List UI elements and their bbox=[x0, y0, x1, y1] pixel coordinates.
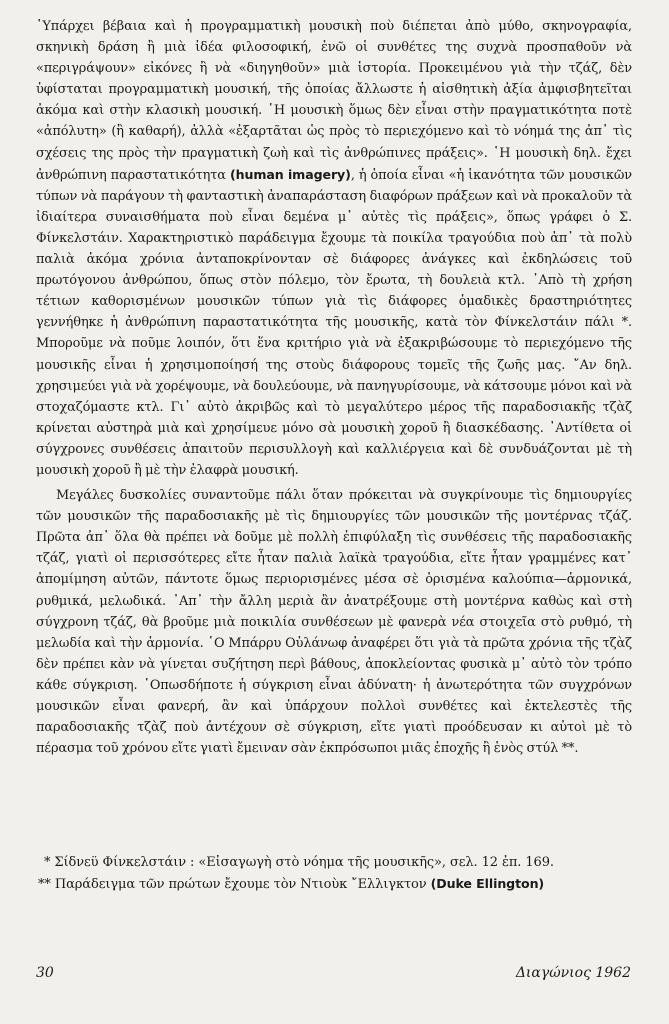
footnote-2-text: ** Παράδειγμα τῶν πρώτων ἔχουμε τὸν Ντιοὺκ ῎Ελλιγκτον bbox=[38, 877, 431, 892]
footnote-2 bbox=[36, 873, 632, 895]
english-term-duke-ellington: (Duke Ellington) bbox=[430, 876, 545, 891]
footnote-1: * Σίδνεϋ Φίνκελστάιν : «Εἰσαγωγὴ στὸ νόημα τῆς μουσικῆς», σελ. 12 ἐπ. 169. bbox=[44, 855, 554, 870]
paragraph-1 bbox=[36, 16, 632, 481]
page-number: 30 bbox=[36, 965, 54, 981]
paragraph-2: Μεγάλες δυσκολίες συναντοῦμε πάλι ὅταν πρόκειται νὰ συγκρίνουμε τὶς δημιουργίες τῶν μουσικῶν τῆς παραδοσιακῆς μὲ τὶς δημιουργίες τῶν μουσικῶν τῆς μοντέρνας τζάζ. Πρῶτα ἀπ᾽ ὅλα θὰ πρέπει νὰ δοῦμε μὲ πολλὴ ἐπιφύλαξη τὶς συνθέσεις τῆς παραδοσιακῆς τζάζ, γιατὶ οἱ περισσότερες εἴτε ἦταν παλιὰ λαϊκὰ τραγούδια, εἴτε ἦταν γραμμένες κατ᾽ ἀπομίμηση αὐτῶν, πάντοτε ὅμως περιορισμένες μέσα σὲ ὁρισμένα καλούπια—ἁρμονικά, ρυθμικά, μελωδικά. ᾽Απ᾽ τὴν ἄλλη μεριὰ ἂν ἀνατρέξουμε στὴ μοντέρνα καθὼς καὶ στὴ σύγχρονη τζάζ, θὰ βροῦμε μιὰ ποικιλία συνθέσεων μὲ φανερὰ νέα στοιχεῖα στὸ ρυθμό, τὴ μελωδία καὶ τὴν ἁρμονία. ῾Ο Μπάρρυ Οὐλάνωφ ἀναφέρει ὅτι γιὰ τὰ πρῶτα χρόνια τῆς τζὰζ δὲν πρέπει κὰν νὰ γίνεται συζήτηση περὶ βάθους, ἀποκλείοντας φυσικὰ μ᾽ αὐτὸ τὸν τρόπο κάθε σύγκριση. ῾Οπωσδήποτε ἡ σύγκριση εἶναι ἀδύνατη· ἡ ἀνωτερότητα τῶν συγχρόνων μουσικῶν εἶναι φανερή, ἂν καὶ ὑπάρχουν πολλοὶ συνθέτες καὶ ἐκτελεστὲς τῆς παραδοσιακῆς τζὰζ ποὺ ἀντέχουν σὲ σύγκριση, εἴτε γιατὶ προόδευσαν κι αὐτοὶ μὲ τὸ πέρασμα τοῦ χρόνου εἴτε γιατὶ ἔμειναν σὰν ἐκπρόσωποι μιᾶς ἐποχῆς ἢ ἑνὸς στύλ **. bbox=[36, 488, 632, 757]
paragraph-1-text-b: , ἡ ὁποία εἶναι «ἡ ἱκανότητα τῶν μουσικῶν τύπων νὰ παράγουν τὴ φανταστικὴ ἀναπαράσταση διαφόρων πράξεων καὶ νὰ προκαλοῦν τὰ ἰδιαίτερα συναισθήματα ποὺ εἶναι δεμένα μ᾽ αὐτὲς τὶς πράξεις», ὅπως γράφει ὁ Σ. Φίνκελστάιν. Χαρακτηριστικὸ παράδειγμα ἔχουμε τὰ ποικίλα τραγούδια ποὺ ἀπ᾽ τὰ πολὺ παλιὰ ἀκόμα χρόνια ἀνταποκρίνονταν σὲ διάφορες ἀνάγκες καὶ ἐκδηλώσεις τοῦ πρωτόγονου ἀνθρώπου, ὅπως στὸν πόλεμο, τὸν ἔρωτα, τὴ δουλειὰ κτλ. ᾽Απὸ τὴ χρήση τέτιων καθορισμένων μουσικῶν τύπων γιὰ τὶς διάφορες ὁμαδικὲς δραστηριότητες γεννήθηκε ἡ ἀνθρώπινη παραστατικότητα τῆς μουσικῆς, κατὰ τὸν Φίνκελστάιν πάλι *. Μποροῦμε νὰ ποῦμε λοιπόν, ὅτι ἕνα κριτήριο γιὰ νὰ ἐξακριβώσουμε τὸ περιεχόμενο τῆς μουσικῆς εἶναι ἡ χρησιμοποίησή της στοὺς διάφορους τομεῖς τῆς ζωῆς μας. ῎Αν δηλ. χρησιμεύει γιὰ νὰ χορέψουμε, νὰ δουλεύουμε, νὰ πανηγυρίσουμε, νὰ κάτσουμε μόνοι καὶ νὰ στοχαζόμαστε κτλ. Γι᾽ αὐτὸ ἀκριβῶς καὶ τὸ μεγαλύτερο μέρος τῆς παραδοσιακῆς τζὰζ κρίνεται αὐστηρὰ μιὰ καὶ χρησίμευε μόνο σὰ μουσικὴ χοροῦ ἢ διασκέδασης. ᾽Αντίθετα οἱ σύγχρονες συνθέσεις ἀπαιτοῦν περισυλλογὴ καὶ καλλιέργεια καὶ δὲ συνδυάζονται μὲ τὴ μουσικὴ χοροῦ ἢ μὲ τὴν ἐλαφρὰ μουσική. bbox=[36, 167, 633, 478]
article-body bbox=[36, 16, 632, 759]
footnotes bbox=[36, 852, 632, 895]
issue-name: Διαγώνιος 1962 bbox=[515, 965, 631, 981]
paragraph-1-text-a: ῾Υπάρχει βέβαια καὶ ἡ προγραμματικὴ μουσικὴ ποὺ διέπεται ἀπὸ μύθο, σκηνογραφία, σκηνικὴ δράση ἢ μιὰ ἰδέα φιλοσοφική, ἐνῶ οἱ συνθέτες της συχνὰ προσπαθοῦν νὰ «περιγράψουν» εἰκόνες ἢ νὰ «διηγηθοῦν» μιὰ ἱστορία. Προκειμένου γιὰ τὴν τζάζ, δὲν ὑφίσταται προγραμματικὴ μουσική, τῆς ὁποίας ἄλλωστε ἡ αἰσθητικὴ ἀξία ἀμφισβητεῖται ἀκόμα καὶ στὴν κλασικὴ μουσική. ῾Η μουσικὴ ὅμως δὲν εἶναι στὴν πραγματικότητα ποτὲ «ἀπόλυτη» (ἢ καθαρή), ἀλλὰ «ἐξαρτᾶται ὡς πρὸς τὸ περιεχόμενο καὶ τὸ νόημά της ἀπ᾽ τὶς σχέσεις της πρὸς τὴν πραγματικὴ ζωὴ καὶ τὶς ἀνθρώπινες πράξεις». ῾Η μουσικὴ δηλ. ἔχει ἀνθρώπινη παραστατικότητα bbox=[36, 19, 632, 183]
english-term-human-imagery: (human imagery) bbox=[229, 166, 351, 182]
